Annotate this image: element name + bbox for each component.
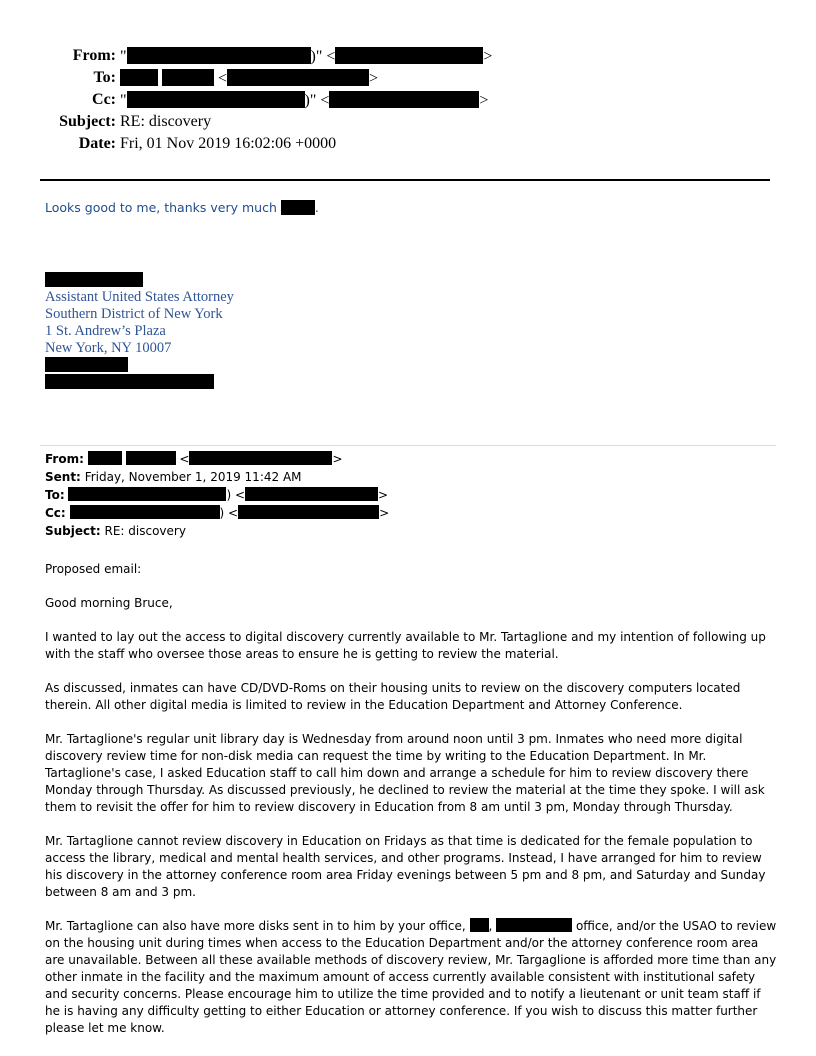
redaction: [70, 505, 220, 519]
quoted-from-label: From:: [45, 452, 84, 466]
quoted-sent-row: [45, 468, 389, 486]
signature-title: Assistant United States Attorney: [45, 289, 234, 305]
body-paragraph: Mr. Tartaglione cannot review discovery in Education on Fridays as that time is dedicated for the female population to access the library, medical and mental health services, and other programs. Instead, I have arranged for him to review his discovery in the attorney conference room area Friday evenings between 5 pm and 8 pm, and Saturday and Sunday between 8 am and 3 pm.: [45, 834, 766, 899]
reply-text: Looks good to me, thanks very much: [45, 200, 277, 215]
redaction: [45, 357, 128, 372]
redaction: [127, 47, 311, 64]
signature-city: New York, NY 10007: [45, 340, 172, 356]
cc-value: " )" < >: [120, 92, 489, 109]
redaction: [335, 47, 483, 64]
quoted-subject-value: RE: discovery: [104, 524, 186, 538]
redaction: [496, 918, 572, 932]
body-paragraph: Proposed email:: [45, 562, 142, 576]
from-value: " )" < >: [120, 48, 493, 65]
signature-name-redacted: [45, 272, 234, 289]
date-label: Date:: [78, 135, 116, 152]
quoted-subject-label: Subject:: [45, 524, 101, 538]
signature-block: [45, 272, 234, 391]
body-paragraph: Good morning Bruce,: [45, 596, 173, 610]
redaction: [245, 487, 378, 501]
body-text: office, and/or the USAO to review on the housing unit during times when access to the Education Department and/or the attorney conference room area are unavailable. Between all these available methods of discovery review, Mr. Targaglione is afforded more time than any other inmate in the facility and the maximum amount of access currently available consistent with institutional safety and security concerns. Please encourage him to utilize the time provided and to notify a lieutenant or unit team staff if he is having any difficulty getting to either Education or attorney conference. If you wish to discuss this matter further please let me know.: [45, 919, 777, 1035]
redaction: [68, 487, 226, 501]
body-paragraph: As discussed, inmates can have CD/DVD-Roms on their housing units to review on the discovery computers located therein. All other digital media is limited to review in the Education Department and Attorney Conference.: [45, 681, 741, 712]
date-value: Fri, 01 Nov 2019 16:02:06 +0000: [120, 135, 337, 152]
to-label: To:: [93, 69, 116, 86]
subject-value: RE: discovery: [120, 113, 212, 130]
body-paragraph: Mr. Tartaglione can also have more disks sent in to him by your office, , office, and/or the USAO to review on the housing unit during times when access to the Education Department and/or the attorney conference room area are unavailable. Between all these available methods of discovery review, Mr. Targaglione is afforded more time than any other inmate in the facility and the maximum amount of access currently available consistent with institutional safety and security concerns. Please encourage him to utilize the time provided and to notify a lieutenant or unit team staff if he is having any difficulty getting to either Education or attorney conference. If you wish to discuss this matter further please let me know.: [45, 919, 777, 1035]
quoted-sent-label: Sent:: [45, 470, 81, 484]
redaction: [162, 69, 214, 86]
quoted-subject-row: [45, 522, 389, 540]
redaction: [238, 505, 379, 519]
from-label: From:: [72, 47, 116, 64]
redaction: [189, 451, 332, 465]
signature-office: Southern District of New York: [45, 306, 223, 322]
to-value: < >: [120, 69, 378, 88]
redaction: [227, 69, 369, 86]
redaction: [45, 374, 214, 389]
body-paragraph: I wanted to lay out the access to digital discovery currently available to Mr. Tartaglione and my intention of following up with the staff who oversee those areas to ensure he is getting to review the material.: [45, 630, 766, 661]
body-text: Mr. Tartaglione can also have more disks sent in to him by your office,: [45, 919, 466, 933]
redaction: [126, 451, 176, 465]
cc-label: Cc:: [92, 91, 116, 108]
quoted-header: [45, 450, 389, 540]
quoted-to-row: To: ) < >: [45, 488, 389, 502]
subject-label: Subject:: [59, 113, 116, 130]
quoted-cc-row: Cc: ) < >: [45, 506, 390, 520]
redaction: [45, 272, 143, 287]
message-body: [45, 561, 777, 1054]
redaction: [281, 200, 315, 215]
header-divider: [40, 179, 770, 181]
redaction: [329, 91, 479, 108]
quoted-from-row: From: < >: [45, 452, 343, 466]
signature-address: 1 St. Andrew’s Plaza: [45, 323, 166, 339]
quoted-to-label: To:: [45, 488, 65, 502]
signature-email-redacted: [45, 374, 234, 391]
quoted-cc-label: Cc:: [45, 506, 66, 520]
signature-phone-redacted: [45, 357, 234, 374]
redaction: [127, 91, 305, 108]
redaction: [88, 451, 122, 465]
body-paragraph: Mr. Tartaglione's regular unit library day is Wednesday from around noon until 3 pm. Inmates who need more digital discovery review time for non-disk media can request the time by writing to the Education Department. In Mr. Tartaglione's case, I asked Education staff to call him down and arrange a schedule for him to review discovery there Monday through Thursday. As discussed previously, he declined to review the material at the time they spoke. I will ask them to revisit the offer for him to review discovery in Education from 8 am until 3 pm, Monday through Thursday.: [45, 732, 765, 814]
redaction: [120, 69, 158, 86]
reply-message: Looks good to me, thanks very much .: [45, 200, 319, 215]
quoted-divider: [40, 445, 776, 446]
quoted-sent-value: Friday, November 1, 2019 11:42 AM: [84, 470, 302, 484]
redaction: [470, 918, 489, 932]
